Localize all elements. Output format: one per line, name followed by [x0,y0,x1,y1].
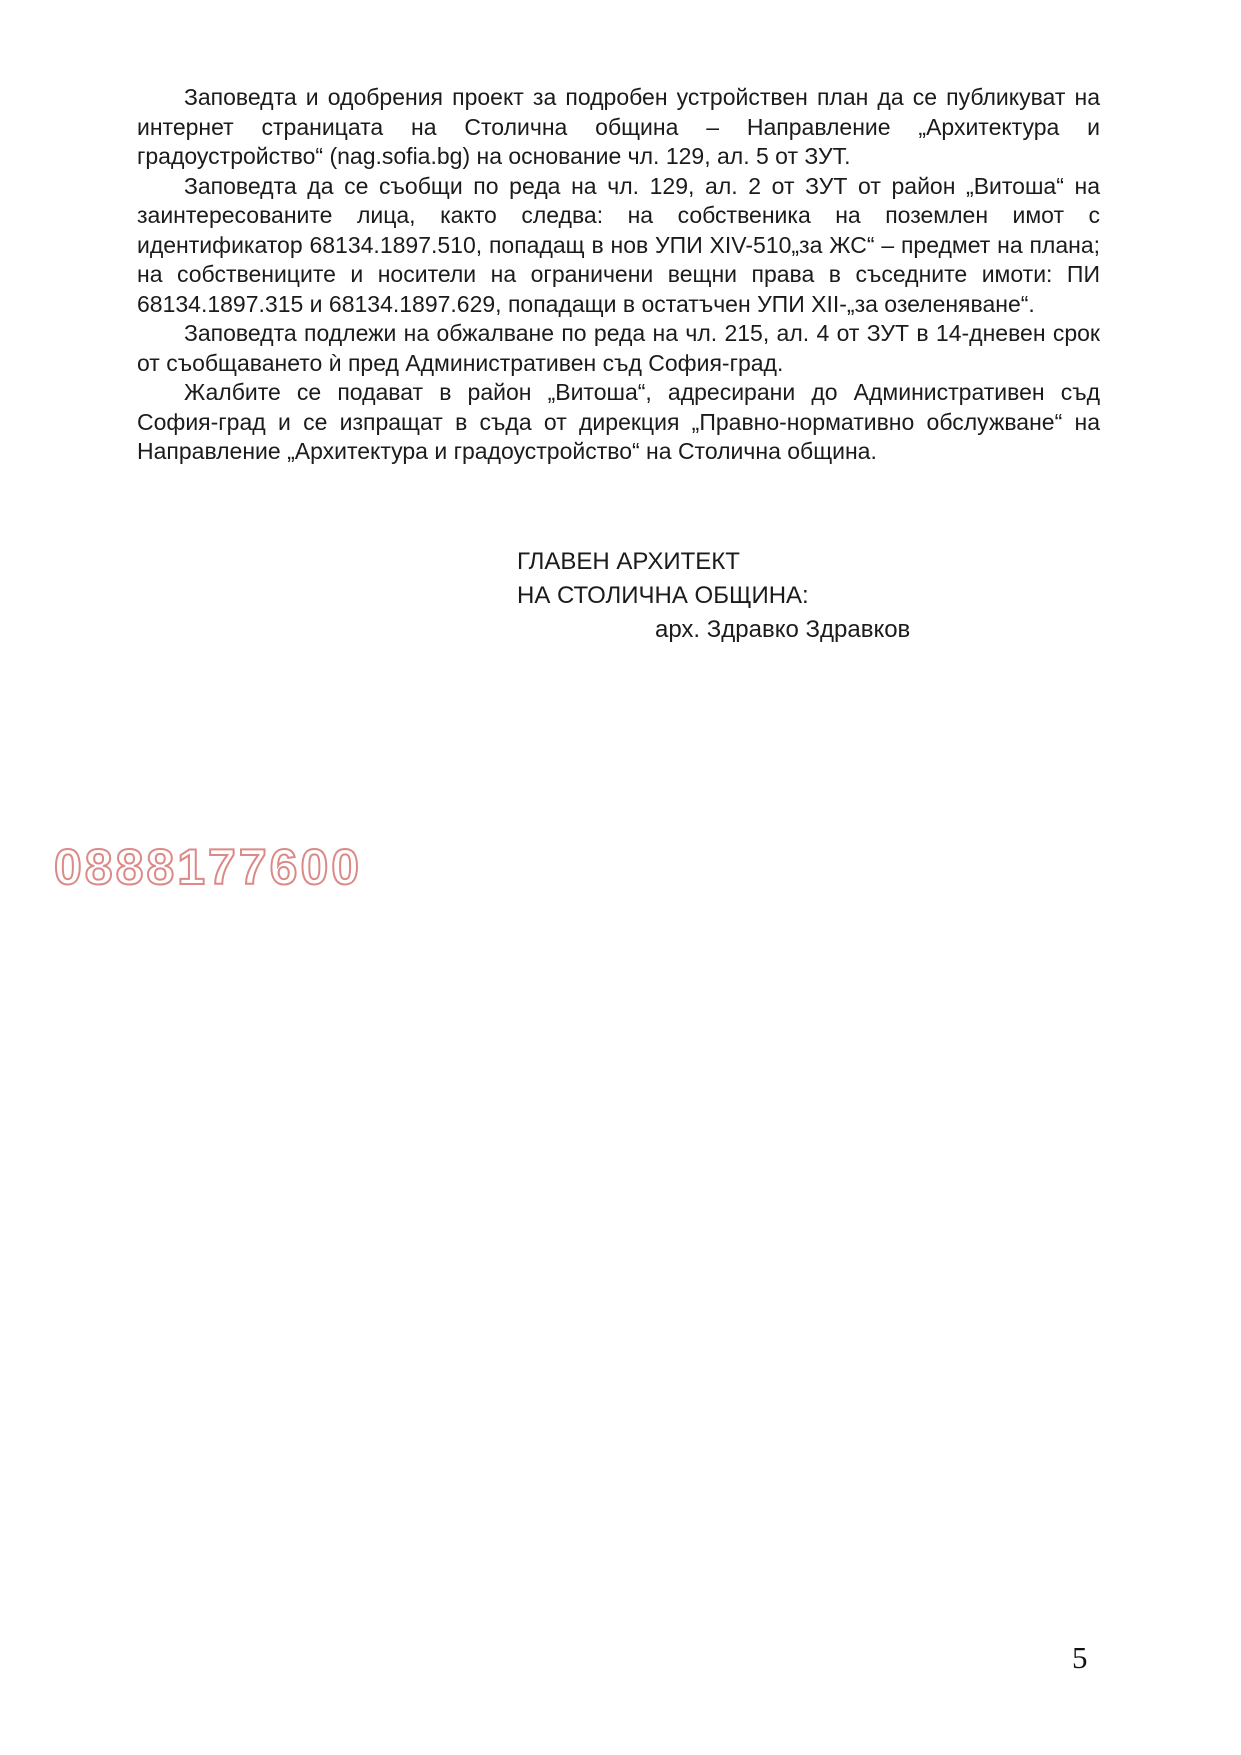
watermark-phone-number: 0888177600 [54,839,363,895]
paragraph-appeal-filing: Жалбите се подават в район „Витоша“, адресирани до Административен съд София-град и се изпращат в съда от дирекция „Правно-нормативно обслужване“ на Направление „Архитектура и градоустройство“ на Столична община. [137,379,1100,464]
paragraph-notification: Заповедта да се съобщи по реда на чл. 129, ал. 2 от ЗУТ от район „Витоша“ на заинтересованите лица, както следва: на собственика на поземлен имот с идентификатор 68134.1897.510, попадащ в нов УПИ XIV-510„за ЖС“ – предмет на плана; на собствениците и носители на ограничени вещни права в съседните имоти: ПИ 68134.1897.315 и 68134.1897.629, попадащи в остатъчен УПИ XII-„за озеленяване“. [137,172,1100,317]
document-body [137,83,1100,647]
paragraph-publication: Заповедта и одобрения проект за подробен устройствен план да се публикуват на интернет страницата на Столична община – Направление „Архитектура и градоустройство“ (nag.sofia.bg) на основание чл. 129, ал. 5 от ЗУТ. [137,84,1100,169]
signature-title-line-1: ГЛАВЕН АРХИТЕКТ [517,547,740,575]
paragraph-appeal-term: Заповедта подлежи на обжалване по реда на чл. 215, ал. 4 от ЗУТ в 14-дневен срок от съобщаването ѝ пред Административен съд София-град. [137,320,1100,376]
signature-title-line-2: НА СТОЛИЧНА ОБЩИНА: [517,581,809,609]
signature-name: арх. Здравко Здравков [655,615,911,643]
signature-block [517,545,1100,647]
page-number: 5 [1072,1640,1088,1675]
